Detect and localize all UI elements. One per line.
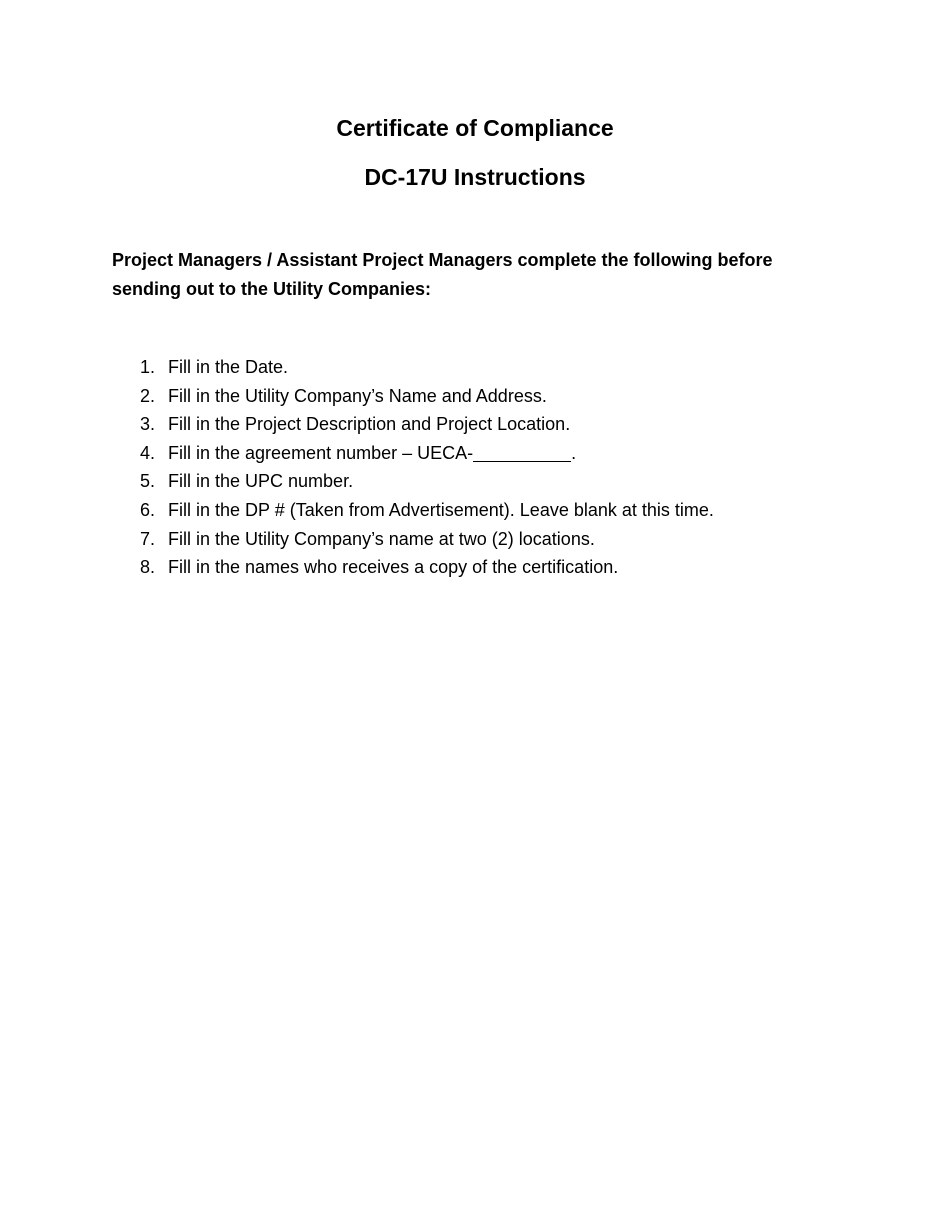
step-number: 2. [140, 385, 156, 406]
step-text: Fill in the Utility Company’s Name and Address. [168, 385, 547, 406]
step-number: 7. [140, 528, 156, 549]
step-text-after-blank: . [571, 442, 577, 463]
step-number: 5. [140, 471, 156, 492]
document-subtitle: DC-17U Instructions [364, 164, 586, 190]
step-text-with-blank [168, 440, 576, 466]
step-number: 8. [140, 557, 156, 578]
step-text: Fill in the Project Description and Project Location. [168, 414, 571, 435]
intro-paragraph: Project Managers / Assistant Project Managers complete the following before sending out to the Utility Companies: [112, 250, 773, 299]
step-text: Fill in the DP # (Taken from Advertisement). Leave blank at this time. [168, 499, 714, 520]
step-number: 4. [140, 442, 156, 463]
step-number: 3. [140, 414, 156, 435]
step-text-before-blank: Fill in the agreement number – UECA- [168, 442, 474, 463]
step-text: Fill in the UPC number. [168, 471, 354, 492]
step-text: Fill in the Utility Company’s name at two (2) locations. [168, 528, 595, 549]
step-number: 6. [140, 499, 156, 520]
agreement-number-blank [473, 442, 571, 462]
document-title: Certificate of Compliance [336, 115, 614, 141]
step-text: Fill in the Date. [168, 357, 289, 377]
step-number: 1. [140, 357, 156, 377]
step-text: Fill in the names who receives a copy of the certification. [168, 557, 619, 578]
